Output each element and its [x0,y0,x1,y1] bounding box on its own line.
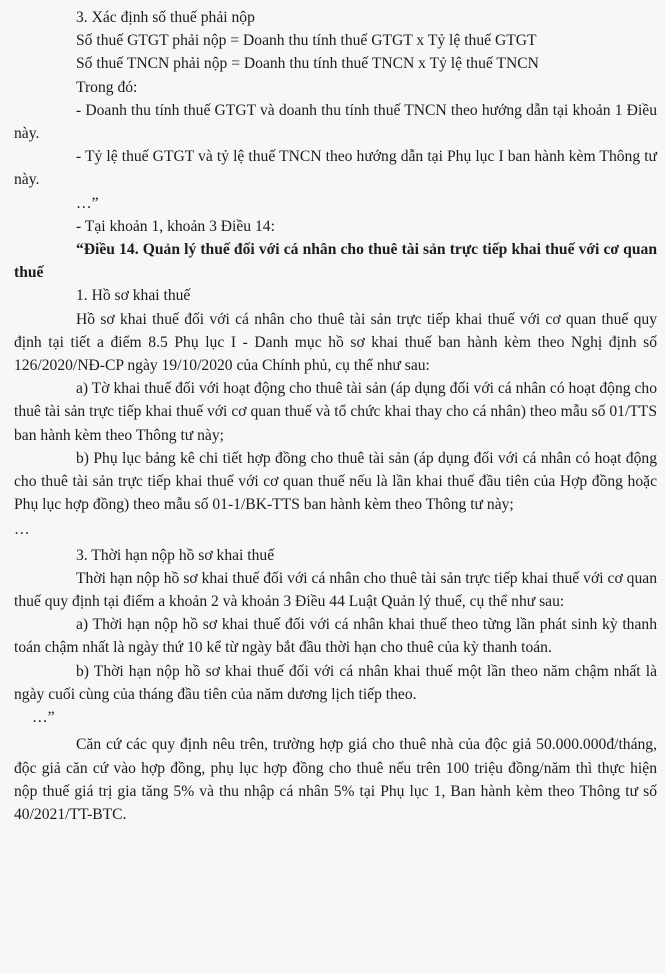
item-a-per-payment-deadline: a) Thời hạn nộp hồ sơ khai thuế đối với cá nhân khai thuế theo từng lần phát sinh kỳ thanh toán chậm nhất là ngày thứ 10 kể từ ngày bắt đầu thời hạn cho thuê của kỳ thanh toán. [14,616,657,657]
article-14-title: “Điều 14. Quản lý thuế đối với cá nhân cho thuê tài sản trực tiếp khai thuế với cơ quan thuế [14,241,657,282]
item-a-declaration-form: a) Tờ khai thuế đối với hoạt động cho thuê tài sản (áp dụng đối với cá nhân có hoạt động cho thuê tài sản trực tiếp khai thuế với cơ quan thuế và tổ chức khai thay cho cá nhân) theo mẫu số 01/TTS ban hành kèm theo Thông tư này; [14,380,657,444]
ellipsis-quote-end-2: …” [32,709,55,727]
formula-vat: Số thuế GTGT phải nộp = Doanh thu tính thuế GTGT x Tỷ lệ thuế GTGT [76,32,537,50]
bullet-tax-rate: - Tỷ lệ thuế GTGT và tỷ lệ thuế TNCN theo hướng dẫn tại Phụ lục I ban hành kèm Thông tư này. [14,148,657,189]
conclusion-paragraph: Căn cứ các quy định nêu trên, trường hợp giá cho thuê nhà của độc giả 50.000.000đ/tháng, độc giả căn cứ vào hợp đồng, phụ lục hợp đồng cho thuê nếu trên 100 triệu đồng/năm thì thực hiện nộp thuế giá trị gia tăng 5% và thu nhập cá nhân 5% tại Phụ lục 1, Ban hành kèm theo Thông tư số 40/2021/TT-BTC. [14,736,657,823]
section-heading-tax-dossier: 1. Hồ sơ khai thuế [76,287,191,305]
item-b-annual-deadline: b) Thời hạn nộp hồ sơ khai thuế đối với cá nhân khai thuế một lần theo năm chậm nhất là ngày cuối cùng của tháng đầu tiên của năm dương lịch tiếp theo. [14,662,657,703]
bullet-revenue: - Doanh thu tính thuế GTGT và doanh thu tính thuế TNCN theo hướng dẫn tại khoản 1 Điều này. [14,101,657,143]
paragraph-filing-deadline: Thời hạn nộp hồ sơ khai thuế đối với cá nhân cho thuê tài sản trực tiếp khai thuế với cơ quan thuế quy định tại điểm a khoản 2 và khoản 3 Điều 44 Luật Quản lý thuế, cụ thể như sau: [14,569,657,611]
ellipsis-quote-end: …” [76,194,99,212]
paragraph-tax-dossier: Hồ sơ khai thuế đối với cá nhân cho thuê tài sản trực tiếp khai thuế với cơ quan thuế quy định tại tiết a điểm 8.5 Phụ lục I - Danh mục hồ sơ khai thuế ban hành kèm theo Nghị định số 126/2020/NĐ-CP ngày 19/10/2020 của Chính phủ, cụ thể như sau: [14,310,657,375]
section-heading-filing-deadline: 3. Thời hạn nộp hồ sơ khai thuế [76,546,275,564]
section-heading-tax-calculation: 3. Xác định số thuế phải nộp [76,9,255,26]
ellipsis: … [14,521,30,539]
formula-pit: Số thuế TNCN phải nộp = Doanh thu tính thuế TNCN x Tỷ lệ thuế TNCN [76,55,539,73]
paragraph-where: Trong đó: [76,78,138,96]
reference-article-14: - Tại khoản 1, khoản 3 Điều 14: [76,217,275,235]
item-b-appendix-list: b) Phụ lục bảng kê chi tiết hợp đồng cho thuê tài sản (áp dụng đối với cá nhân có hoạt động cho thuê tài sản trực tiếp khai thuế với cơ quan thuế nếu là lần khai thuế đầu tiên của Hợp đồng hoặc Phụ lục hợp đồng) theo mẫu số 01-1/BK-TTS ban hành kèm theo Thông tư này; [14,449,657,514]
